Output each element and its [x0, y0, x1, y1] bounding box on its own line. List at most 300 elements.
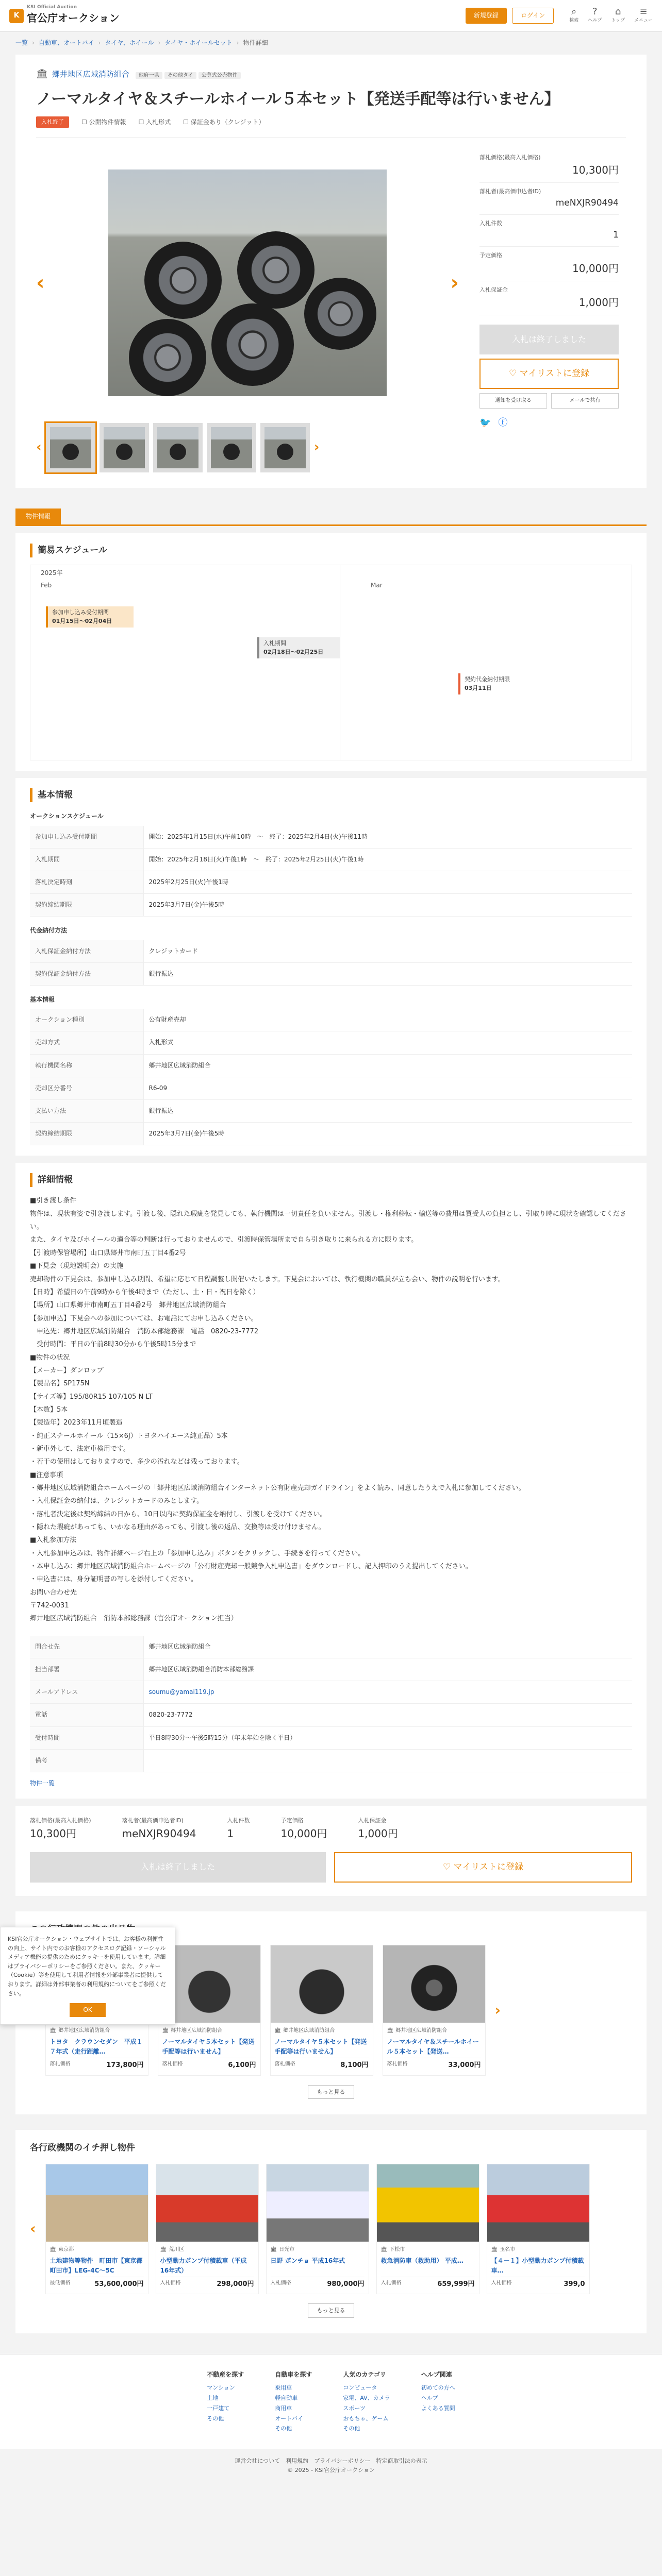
card-price-row [275, 2058, 369, 2071]
basic-value: R6-09 [143, 1077, 632, 1099]
contact-value: 平日8時30分～午後5時15分（年末年始を除く平日） [143, 1726, 632, 1749]
contact-value: 0820-23-7772 [143, 1704, 632, 1726]
search-label: 検索 [569, 18, 579, 24]
contact-value: 郷井地区広域消防組合 [143, 1636, 632, 1658]
footer-col-title: 自動車を探す [275, 2371, 312, 2379]
card-name[interactable]: ノーマルタイヤ５本セット【発送手配等は行いません】 [162, 2038, 255, 2056]
contact-label: 問合せ先 [30, 1636, 143, 1658]
side-price-label: 落札者(最高価申込者ID) [479, 188, 541, 195]
bottom-price-item [227, 1816, 250, 1842]
facebook-icon[interactable]: ⓕ [498, 417, 508, 429]
footer-link[interactable]: スポーツ [343, 2404, 366, 2412]
basic-value: クレジットカード [143, 940, 632, 963]
card-org-name: 郷井地区広域消防組合 [283, 2028, 335, 2034]
footer-link[interactable]: よくある質問 [421, 2404, 455, 2412]
card-org-icon: 🏛 [162, 2028, 169, 2034]
basic-row [30, 962, 632, 985]
image-gallery [36, 149, 459, 472]
card-org-name: 郷井地区広域消防組合 [171, 2028, 223, 2034]
breadcrumb-sep-icon: › [158, 39, 161, 47]
side-price-value: 10,300円 [572, 164, 619, 177]
add-mylist-button[interactable]: ♡ マイリストに登録 [479, 359, 619, 389]
breadcrumb-sep-icon: › [32, 39, 35, 47]
org-tag: 公募式公売物件 [198, 72, 241, 79]
card-price-row [381, 2277, 475, 2290]
basic-info-title: 基本情報 [30, 788, 632, 802]
footer-link[interactable]: 土地 [207, 2395, 219, 2402]
basic-row [30, 894, 632, 917]
side-price-label: 予定価格 [479, 252, 502, 259]
card-name[interactable]: ノーマルタイヤ＆スチールホイール５本セット【発送… [387, 2038, 479, 2056]
thumbnail-image [211, 427, 252, 468]
basic-row [30, 1054, 632, 1077]
detail-text: ■引き渡し条件 物件は、現状有姿で引き渡します。引渡し後、隠れた瑕疵を発見しても、執行機関は一切責任を負いません。引渡し・権利移転・輸送等の費用は買受人の負担とし、引取り時に現状を確認してください。 また、タイヤ及びホイールの適合等の判断は行っておりませんので、引渡時保管場所まで自ら引き取りに来られる方に限ります。 【引渡時保管場所】山口県郷井市南町五丁目4番2号 ■下見会（現地説明会）の実施 売却物件の下見会は、参加申し込み期間、希望に応じて日程調整し開催いたします。下見会においては、執行機関の職員が立ち会い、物件の説明を行います。 【日時】希望日の午前9時から午後4時まで（ただし、土・日・祝日を除く） 【場所】山口県郷井市南町五丁目4番2号 郷井地区広域消防組合 【参加申込】下見会への参加については、お電話にてお申し込みください。 申込先：郷井地区広域消防組合 消防本部総務課 電話 0820-23-7772 受付時間：平日の午前8時30分から午後5時15分まで ■物件の状況 【メーカー】ダンロップ 【製品名】SP175N 【サイズ等】195/80R15 107/105 N LT 【本数】5本 【製造年】2023年11月頃製造 ・純正スチールホイール（15×6J）トヨタハイエース純正品）5本 ・新車外して、法定車検用です。 ・若干の使用はしておりますので、多少の汚れなどは残っております。 ■注意事項 ・郷井地区広域消防組合ホームページの「郷井地区広域消防組合インターネット公有財産売却ガイドライン」をよく読み、同意したうえで入札に参加してください。 ・入札保証金の納付は、クレジットカードのみとします。 ・落札者決定後は契約締結の日から、10日以内に契約保証金を納付し、引渡しを受けてください。 ・隠れた瑕疵があっても、いかなる理由があっても、引渡し後の返品、交換等は受け付けません。 ■入札参加方法 ・入札参加申込みは、物件詳細ページ右上の「参加申し込み」ボタンをクリックし、手続きを行ってください。 ・本申し込み：郷井地区広域消防組合ホームページの「公有財産売却一般競争入札申込書」をダウンロードし、記入押印のうえ提出してください。 ・申込書には、身分証明書の写しを添付してください。 お問い合わせ先 〒742-0031 郷井地区広域消防組合 消防本部総務課（官公庁オークション担当） [30, 1197, 626, 1623]
card-price-label: 入札価格 [270, 2280, 291, 2286]
card-name[interactable]: 小型動力ポンプ付積載車（平成16年式） [160, 2257, 247, 2274]
contact-label: 受付時間 [30, 1726, 143, 1749]
thumbnail[interactable] [153, 423, 203, 472]
card-org [387, 2027, 481, 2035]
tab-bar [15, 509, 647, 526]
card-name[interactable]: 【４－１】小型動力ポンプ付積載車… [491, 2257, 584, 2274]
card-org [50, 2246, 144, 2254]
card-org-icon: 🏛 [270, 2246, 277, 2252]
card-org-name: 郷井地区広域消防組合 [395, 2028, 448, 2034]
basic-label: 参加申し込み受付期間 [30, 826, 143, 849]
product-card-item[interactable] [383, 1945, 486, 2076]
card-body [158, 2023, 260, 2075]
card-image [487, 2164, 589, 2242]
footer-link[interactable]: ヘルプ [421, 2395, 438, 2402]
footer-link[interactable]: 乗用車 [275, 2384, 292, 2392]
main-product-photo[interactable] [108, 170, 387, 396]
card-body [46, 2242, 148, 2294]
bottom-price-label: 予定価格 [280, 1817, 304, 1824]
thumbnail-strip [36, 423, 459, 472]
help-nav[interactable] [588, 7, 602, 24]
card-body [383, 2023, 485, 2075]
card-org-name: 荒川区 [169, 2246, 185, 2252]
card-price: 298,000円 [217, 2280, 254, 2288]
card-name[interactable]: 日野 ポンチョ 平成16年式 [270, 2257, 345, 2264]
site-logo[interactable] [9, 5, 120, 26]
card-price-row [491, 2277, 585, 2290]
cookie-banner [0, 1927, 175, 2025]
prev-image-arrow-icon[interactable]: ‹ [36, 270, 45, 295]
basic-table [30, 826, 632, 917]
card-price-row [162, 2058, 256, 2071]
other-more-button[interactable]: もっと見る [308, 2085, 354, 2099]
bottom-price-label: 入札保証金 [358, 1817, 387, 1824]
bottom-price-item [358, 1816, 398, 1842]
card-price: 659,999円 [437, 2280, 475, 2288]
side-price-row [479, 247, 619, 281]
footer-link[interactable]: 軽自動車 [275, 2395, 298, 2402]
footer-link[interactable]: その他 [275, 2425, 292, 2432]
basic-info-section [15, 778, 647, 1156]
card-price-row [387, 2058, 481, 2071]
featured-prev-arrow-icon[interactable]: ‹ [30, 2220, 36, 2238]
card-body [46, 2023, 148, 2075]
card-price-row [160, 2277, 254, 2290]
logo-text: 官公庁オークション [27, 12, 120, 24]
footer-col [275, 2370, 312, 2434]
card-price-label: 最低価格 [49, 2280, 71, 2286]
bottom-price-value: 1 [227, 1827, 234, 1840]
basic-row [30, 1009, 632, 1031]
basic-table [30, 940, 632, 986]
card-org-icon: 🏛 [49, 2246, 57, 2252]
thumb-prev-arrow-icon[interactable]: ‹ [36, 439, 42, 455]
card-org-icon: 🏛 [49, 2028, 57, 2034]
basic-label: オークション種別 [30, 1009, 143, 1031]
footer-link[interactable]: その他 [343, 2425, 360, 2432]
price-sidebar [479, 149, 619, 472]
basic-value: 開始：2025年2月18日(火)午後1時 ～ 終了：2025年2月25日(火)午後1時 [143, 848, 632, 871]
footer-link[interactable]: 初めての方へ [421, 2384, 455, 2392]
thumbnail[interactable] [207, 423, 256, 472]
footer-link[interactable]: コンピュータ [343, 2384, 377, 2392]
schedule-title: 簡易スケジュール [30, 544, 632, 557]
side-price-value: 1,000円 [578, 296, 619, 309]
basic-value: 郷井地区広域消防組合 [143, 1054, 632, 1077]
contact-value[interactable]: soumu@yamai119.jp [143, 1681, 632, 1704]
card-image [271, 1945, 373, 2023]
basic-label: 売却区分番号 [30, 1077, 143, 1099]
home-label: トップ [611, 18, 625, 24]
basic-label: 落札決定時刻 [30, 871, 143, 894]
schedule-bar-bidding: 入札期間 02月18日～02月25日 [257, 637, 340, 658]
bottom-price-item [30, 1816, 91, 1842]
footer-link[interactable]: マンション [207, 2384, 235, 2392]
register-button[interactable]: 新規登録 [466, 8, 507, 24]
home-icon: ⌂ [615, 6, 621, 18]
schedule-section [15, 533, 647, 771]
meta-public: ☐ 公開物件情報 [81, 118, 126, 126]
basic-row [30, 826, 632, 849]
card-price-label: 落札価格 [49, 2061, 71, 2067]
contact-label: 担当部署 [30, 1658, 143, 1681]
featured-more-button[interactable]: もっと見る [308, 2303, 354, 2318]
card-org-name: 玉名市 [500, 2246, 516, 2252]
contact-row [30, 1704, 632, 1726]
side-price-label: 入札件数 [479, 220, 502, 227]
card-name[interactable]: トヨタ クラウンセダン 平成１７年式（走行距離… [49, 2038, 143, 2056]
card-org-icon: 🏛 [491, 2246, 498, 2252]
menu-icon: ≡ [639, 6, 648, 18]
bid-ended-button: 入札は終了しました [479, 325, 619, 354]
bottom-price-value: 1,000円 [358, 1827, 398, 1840]
footer-links[interactable]: 運営会社について 利用規約 プライバシーポリシー 特定商取引法の表示 [235, 2458, 427, 2465]
month-feb: Feb [41, 582, 52, 589]
footer-bottom [0, 2449, 662, 2482]
card-price-row [271, 2277, 365, 2290]
basic-row [30, 848, 632, 871]
card-org [381, 2246, 475, 2254]
basic-label: 契約締結期限 [30, 894, 143, 917]
card-price-label: 入札価格 [160, 2280, 181, 2286]
basic-value: 2025年3月7日(金)午後5時 [143, 894, 632, 917]
footer-link[interactable]: 商用車 [275, 2404, 292, 2412]
breadcrumb-item: 物件詳細 [243, 39, 268, 47]
schedule-year: 2025年 [41, 569, 63, 577]
basic-label: 入札期間 [30, 848, 143, 871]
card-price-label: 入札価格 [380, 2280, 402, 2286]
menu-label: メニュー [634, 18, 653, 24]
breadcrumb-sep-icon: › [236, 39, 239, 47]
card-price: 980,000円 [327, 2280, 365, 2288]
card-price-label: 落札価格 [274, 2061, 295, 2067]
cookie-ok-button[interactable]: OK [70, 2003, 106, 2017]
basic-value: 開始：2025年1月15日(水)午前10時 ～ 終了：2025年2月4日(火)午後11時 [143, 826, 632, 849]
card-price: 53,600,000円 [94, 2280, 144, 2288]
cookie-text: KSI官公庁オークション・ウェブサイトでは、お客様の利便性の向上、サイト内でのお客様のアクセスログ記録・ソーシャルメディア機能の提供のためにクッキーを使用しています。詳細はプライバシーポリシーをご参照ください。また、クッキー（Cookie）等を使用して利用者情報を外部事業者に提供しております。詳細は外部事業者の利用規約についてをご参照ください。 [8, 1936, 166, 1997]
footer-link[interactable]: その他 [207, 2415, 224, 2422]
contact-table [30, 1636, 632, 1772]
home-nav[interactable] [611, 7, 625, 24]
contact-row [30, 1726, 632, 1749]
card-org [275, 2027, 369, 2035]
card-body [156, 2242, 258, 2294]
basic-label: 執行機関名称 [30, 1054, 143, 1077]
card-price-label: 落札価格 [387, 2061, 408, 2067]
detail-section [15, 1163, 647, 1799]
next-image-arrow-icon[interactable]: › [450, 270, 459, 295]
logo-mark-icon: K [9, 9, 24, 23]
basic-label: 契約保証金納付方法 [30, 962, 143, 985]
contact-label: 電話 [30, 1704, 143, 1726]
side-price-row [479, 149, 619, 183]
side-price-row [479, 281, 619, 316]
thumbnail-image [50, 427, 91, 468]
item-list-link[interactable]: 物件一覧 [30, 1779, 55, 1787]
thumbnail-image [264, 427, 306, 468]
card-body [487, 2242, 589, 2294]
basic-group-title: オークションスケジュール [30, 812, 104, 820]
product-card-item[interactable] [45, 2164, 148, 2295]
thumbnail-image [104, 427, 145, 468]
breadcrumb-item[interactable]: 一覧 [15, 39, 28, 47]
card-name[interactable]: ノーマルタイヤ５本セット【発送手配等は行いません】 [274, 2038, 367, 2056]
card-org [160, 2246, 254, 2254]
search-nav[interactable] [569, 7, 578, 24]
side-price-row [479, 215, 619, 247]
bottom-price-bar [15, 1806, 647, 1852]
product-card-item[interactable] [266, 2164, 369, 2295]
card-body [377, 2242, 479, 2294]
card-image [383, 1945, 485, 2023]
featured-section [15, 2130, 647, 2333]
contact-value [143, 1749, 632, 1772]
card-price: 33,000円 [448, 2061, 481, 2070]
footer-col-title: 不動産を探す [207, 2371, 244, 2379]
basic-group-title: 基本情報 [30, 995, 55, 1003]
card-image [267, 2164, 369, 2242]
card-org-name: 下松市 [389, 2246, 405, 2252]
product-card-item[interactable] [270, 1945, 373, 2076]
basic-row [30, 1077, 632, 1099]
card-org [491, 2246, 585, 2254]
footer-link[interactable]: 一戸建て [207, 2404, 230, 2412]
login-button[interactable]: ログイン [512, 8, 554, 24]
footer-col [343, 2370, 390, 2434]
product-card-item[interactable] [376, 2164, 479, 2295]
contact-value: 郷井地区広域消防組合消防本部総務課 [143, 1658, 632, 1681]
bottom-price-value: meNXJR90494 [122, 1827, 196, 1840]
card-org [162, 2027, 256, 2035]
card-body [271, 2023, 373, 2075]
card-body [267, 2242, 369, 2294]
side-price-label: 入札保証金 [479, 286, 508, 293]
card-org-icon: 🏛 [387, 2028, 394, 2034]
card-org-icon: 🏛 [274, 2028, 282, 2034]
footer-link[interactable]: オートバイ [275, 2415, 304, 2422]
card-org-name: 郷井地区広域消防組合 [58, 2028, 110, 2034]
breadcrumb-sep-icon: › [98, 39, 101, 47]
add-mylist-button-bottom[interactable]: ♡ マイリストに登録 [334, 1852, 632, 1883]
schedule-bar-payment: 契約代金納付期限 03月11日 [458, 673, 541, 694]
card-price: 173,800円 [106, 2061, 144, 2070]
product-card-item[interactable] [156, 2164, 259, 2295]
card-image [46, 2164, 148, 2242]
breadcrumb [0, 32, 662, 55]
side-price-label: 落札価格(最高入札価格) [479, 154, 541, 161]
contact-row [30, 1681, 632, 1704]
schedule-bar-application: 参加申し込み受付期間 01月15日～02月04日 [46, 606, 134, 628]
bottom-price-label: 落札者(最高価申込者ID) [122, 1817, 184, 1824]
card-price-row [50, 2277, 144, 2290]
bottom-price-item [122, 1816, 196, 1842]
help-icon: ? [592, 6, 598, 18]
thumbnail-image [157, 427, 198, 468]
header-icons [569, 7, 653, 24]
thumbnail[interactable] [100, 423, 149, 472]
basic-row [30, 940, 632, 963]
basic-value: 銀行振込 [143, 1099, 632, 1122]
site-header [0, 0, 662, 32]
card-price-label: 落札価格 [162, 2061, 183, 2067]
thumbnail[interactable] [260, 423, 310, 472]
card-org-icon: 🏛 [380, 2246, 388, 2252]
card-org-icon: 🏛 [160, 2246, 167, 2252]
thumbnail[interactable] [46, 423, 95, 472]
contact-label: 備考 [30, 1749, 143, 1772]
building-icon: 🏛 [36, 69, 48, 79]
card-image [156, 2164, 258, 2242]
side-price-row [479, 183, 619, 215]
footer-col-title: ヘルプ関連 [421, 2371, 452, 2379]
basic-value: 2025年3月7日(金)午後5時 [143, 1123, 632, 1145]
basic-label: 売却方式 [30, 1031, 143, 1054]
twitter-icon[interactable]: 🐦 [479, 417, 491, 429]
bottom-price-label: 落札価格(最高入札価格) [30, 1817, 91, 1824]
breadcrumb-item[interactable]: タイヤ・ホイールセット [164, 39, 233, 47]
bottom-price-value: 10,300円 [30, 1827, 76, 1840]
logo-sub: KSI Official Auction [27, 5, 77, 10]
bottom-price-value: 10,000円 [280, 1827, 327, 1840]
footer-link[interactable]: おもちゃ、ゲーム [343, 2415, 389, 2422]
contact-row [30, 1749, 632, 1772]
contact-row [30, 1636, 632, 1658]
basic-group-title: 代金納付方法 [30, 927, 68, 935]
breadcrumb-item[interactable]: 自動車、オートバイ [38, 39, 94, 47]
site-footer [0, 2354, 662, 2449]
schedule-chart [30, 565, 632, 760]
org-link[interactable]: 郷井地区広域消防組合 [52, 70, 129, 79]
contact-label: メールアドレス [30, 1681, 143, 1704]
bottom-price-label: 入札件数 [227, 1817, 250, 1824]
card-price: 8,100円 [340, 2061, 369, 2070]
tab-product-info[interactable]: 物件情報 [15, 509, 61, 524]
org-tag: 他府一県 [136, 72, 162, 79]
side-price-value: 1 [613, 229, 619, 240]
status-badge: 入札終了 [36, 116, 69, 128]
side-price-value: meNXJR90494 [555, 198, 619, 209]
product-card [15, 55, 647, 488]
card-org-name: 東京都 [58, 2246, 74, 2252]
basic-row [30, 871, 632, 894]
other-next-arrow-icon[interactable]: › [494, 2001, 501, 2019]
copyright: © 2025 - KSI官公庁オークション [287, 2466, 375, 2473]
card-name[interactable]: 救急消防車（救助用） 平成… [380, 2257, 464, 2264]
card-price-label: 入札価格 [491, 2280, 512, 2286]
help-label: ヘルプ [588, 18, 602, 24]
card-price-row [50, 2058, 144, 2071]
card-org [50, 2027, 144, 2035]
basic-row [30, 1099, 632, 1122]
basic-label: 入札保証金納付方法 [30, 940, 143, 963]
card-image [377, 2164, 479, 2242]
footer-col [207, 2370, 244, 2434]
detail-title: 詳細情報 [30, 1173, 632, 1187]
breadcrumb-item[interactable]: タイヤ、ホイール [105, 39, 154, 47]
notify-button[interactable]: 通知を受け取る [479, 393, 547, 409]
thumb-next-arrow-icon[interactable]: › [313, 439, 320, 455]
basic-table [30, 1009, 632, 1145]
featured-title: 各行政機関のイチ押し物件 [30, 2143, 135, 2154]
contact-row [30, 1658, 632, 1681]
basic-value: 銀行振込 [143, 962, 632, 985]
footer-col-title: 人気のカテゴリ [343, 2371, 386, 2379]
card-price: 399,0 [564, 2280, 585, 2288]
meta-deposit: ☐ 保証金あり（クレジット） [183, 118, 265, 126]
basic-row [30, 1123, 632, 1145]
menu-nav[interactable] [634, 7, 653, 24]
share-mail-button[interactable]: メールで共有 [551, 393, 619, 409]
basic-value: 入札形式 [143, 1031, 632, 1054]
card-name[interactable]: 土地建物等物件 町田市【東京都町田市】LEG-4C～5C [49, 2257, 143, 2274]
meta-format: ☐ 入札形式 [138, 118, 171, 126]
search-icon: ⌕ [571, 6, 577, 18]
bottom-price-item [280, 1816, 327, 1842]
basic-value: 2025年2月25日(火)午後1時 [143, 871, 632, 894]
org-tag: その他タイ [164, 72, 196, 79]
footer-col [421, 2370, 455, 2434]
card-org-name: 日光市 [279, 2246, 295, 2252]
basic-value: 公有財産売却 [143, 1009, 632, 1031]
side-price-value: 10,000円 [572, 262, 619, 275]
product-card-item[interactable] [487, 2164, 590, 2295]
bid-ended-button-bottom: 入札は終了しました [30, 1852, 326, 1883]
basic-label: 契約締結期限 [30, 1123, 143, 1145]
card-org [271, 2246, 365, 2254]
card-price: 6,100円 [228, 2061, 256, 2070]
basic-row [30, 1031, 632, 1054]
month-mar: Mar [371, 582, 383, 589]
basic-label: 支払い方法 [30, 1099, 143, 1122]
footer-link[interactable]: 家電、AV、カメラ [343, 2395, 390, 2402]
product-title: ノーマルタイヤ＆スチールホイール５本セット【発送手配等は行いません】 [36, 90, 560, 108]
